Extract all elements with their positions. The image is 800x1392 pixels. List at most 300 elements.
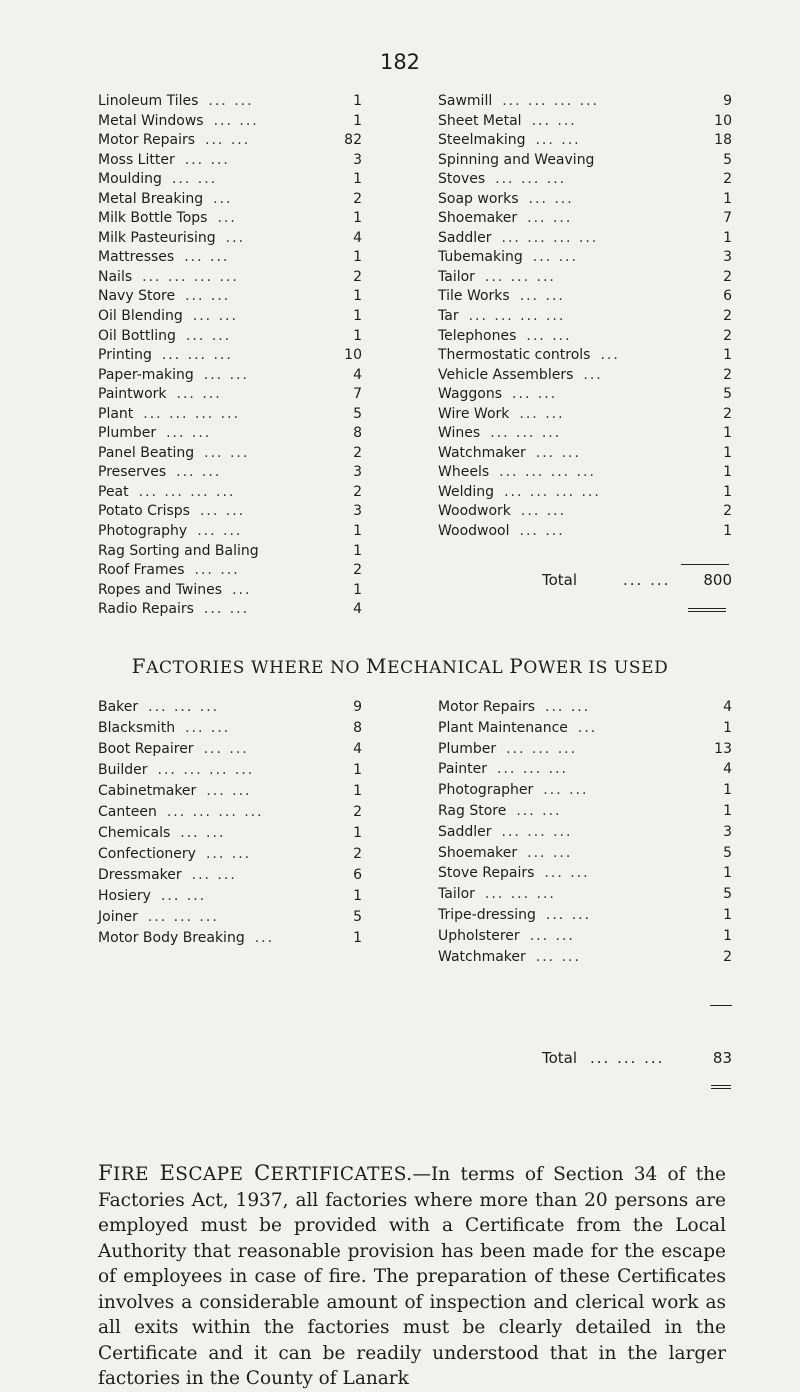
row-leader-dots: ... ... xyxy=(519,405,565,422)
row-value: 1 xyxy=(723,782,732,799)
row-value: 8 xyxy=(353,720,362,736)
row-value: 2 xyxy=(723,268,732,285)
row-value: 82 xyxy=(344,132,362,149)
table-row xyxy=(438,268,732,288)
row-label: Shoemaker xyxy=(438,210,518,227)
row-value: 9 xyxy=(723,93,732,109)
row-value: 1 xyxy=(353,308,362,325)
table-row xyxy=(98,581,362,601)
row-value: 2 xyxy=(353,483,362,500)
row-value: 3 xyxy=(723,249,732,266)
row-label: Tailor xyxy=(438,886,475,903)
row-label: Telephones xyxy=(438,327,517,344)
row-value: 1 xyxy=(723,865,732,882)
row-leader-dots: ... ... xyxy=(199,503,246,520)
row-value: 2 xyxy=(353,804,362,820)
row-value: 1 xyxy=(353,288,362,305)
table-row xyxy=(438,739,732,760)
row-value: 1 xyxy=(723,719,732,736)
table-row xyxy=(438,759,732,780)
row-label: Motor Repairs xyxy=(98,132,196,149)
table1-right-column xyxy=(438,92,732,542)
row-label: Tubemaking xyxy=(438,249,523,266)
table1-total-label: Total xyxy=(542,571,578,589)
row-label: Motor Body Breaking xyxy=(98,930,245,946)
row-label: Milk Bottle Tops xyxy=(98,210,208,227)
row-value: 2 xyxy=(723,366,732,383)
table-row xyxy=(438,385,732,405)
row-leader-dots: ... ... xyxy=(184,151,230,168)
row-value: 1 xyxy=(353,783,362,799)
row-leader-dots: ... ... xyxy=(544,865,590,882)
row-value: 1 xyxy=(353,112,362,129)
row-label: Chemicals xyxy=(98,825,171,841)
table-row xyxy=(438,905,732,926)
row-label: Joiner xyxy=(98,909,138,925)
table-row xyxy=(98,502,362,522)
table-row xyxy=(98,561,362,581)
table-row xyxy=(98,366,362,386)
table-row xyxy=(438,190,732,210)
row-leader-dots: ... ... xyxy=(203,366,249,383)
row-label: Roof Frames xyxy=(98,562,185,579)
row-label: Plumber xyxy=(438,740,497,757)
row-leader-dots: ... ... xyxy=(203,601,250,618)
table-row xyxy=(98,287,362,307)
table-row xyxy=(98,385,362,405)
row-leader-dots: ... xyxy=(583,366,603,383)
row-label: Nails xyxy=(98,268,133,285)
row-label: Tile Works xyxy=(438,288,510,305)
table-row xyxy=(438,229,732,249)
row-label: Photography xyxy=(98,523,188,540)
row-leader-dots: ... ... xyxy=(535,132,581,149)
row-label: Blacksmith xyxy=(98,720,176,736)
table-row xyxy=(438,483,732,503)
table-row xyxy=(98,346,362,366)
row-value: 1 xyxy=(353,542,362,559)
row-value: 2 xyxy=(723,405,732,422)
table-row xyxy=(98,92,362,112)
row-value: 8 xyxy=(353,425,362,442)
row-value: 1 xyxy=(353,93,362,109)
row-leader-dots: ... ... xyxy=(166,425,212,442)
row-leader-dots: ... ... xyxy=(205,132,251,149)
row-label: Wire Work xyxy=(438,405,510,422)
table-row xyxy=(98,248,362,268)
row-label: Motor Repairs xyxy=(438,699,536,715)
row-value: 2 xyxy=(723,503,732,520)
table-row xyxy=(438,780,732,801)
table-row xyxy=(438,151,732,171)
row-value: 1 xyxy=(353,249,362,266)
table-row xyxy=(98,229,362,249)
table-row xyxy=(98,131,362,151)
row-value: 1 xyxy=(353,327,362,344)
table-row xyxy=(438,405,732,425)
table-row xyxy=(98,600,362,620)
row-value: 1 xyxy=(723,190,732,207)
row-leader-dots: ... ... ... ... xyxy=(138,483,236,500)
row-leader-dots: ... ... xyxy=(535,444,581,461)
row-value: 1 xyxy=(723,425,732,442)
row-label: Oil Bottling xyxy=(98,327,176,344)
row-label: Cabinetmaker xyxy=(98,783,197,799)
table-row xyxy=(438,502,732,522)
table-row xyxy=(98,760,362,781)
row-value: 3 xyxy=(723,823,732,840)
row-value: 1 xyxy=(353,888,362,904)
row-value: 5 xyxy=(723,886,732,903)
row-value: 5 xyxy=(723,844,732,861)
row-label: Milk Pasteurising xyxy=(98,229,216,246)
row-label: Saddler xyxy=(438,823,492,840)
row-label: Mattresses xyxy=(98,249,175,266)
table2-total-dots: ... ... ... xyxy=(590,1049,665,1067)
row-label: Dressmaker xyxy=(98,867,182,883)
row-label: Painter xyxy=(438,761,488,778)
table-row xyxy=(438,248,732,268)
row-value: 2 xyxy=(353,268,362,285)
row-leader-dots: ... ... ... xyxy=(484,886,556,903)
table-row xyxy=(98,444,362,464)
table1-total-rule xyxy=(681,564,729,565)
row-leader-dots: ... xyxy=(254,930,275,946)
row-leader-dots: ... xyxy=(600,347,620,364)
table-row xyxy=(438,718,732,739)
row-leader-dots: ... ... xyxy=(528,190,574,207)
row-value: 1 xyxy=(353,523,362,540)
row-leader-dots: ... ... ... ... xyxy=(501,229,599,246)
row-value: 2 xyxy=(353,190,362,207)
row-leader-dots: ... ... ... ... xyxy=(502,93,599,109)
table-row xyxy=(98,424,362,444)
table2-total-row xyxy=(438,1049,732,1069)
row-value: 1 xyxy=(723,347,732,364)
table-row xyxy=(438,697,732,718)
table1-total-dots: ... ... xyxy=(623,571,671,589)
row-label: Confectionery xyxy=(98,846,196,862)
table-row xyxy=(98,170,362,190)
row-value: 5 xyxy=(723,151,732,168)
row-label: Wheels xyxy=(438,464,490,481)
table-row xyxy=(98,522,362,542)
table-row xyxy=(438,843,732,864)
row-leader-dots: ... ... xyxy=(205,846,252,862)
table-row xyxy=(98,209,362,229)
row-value: 7 xyxy=(723,210,732,227)
row-leader-dots: ... ... xyxy=(512,386,558,403)
row-label: Thermostatic controls xyxy=(438,347,591,364)
row-value: 1 xyxy=(353,210,362,227)
row-leader-dots: ... ... xyxy=(526,327,572,344)
table-row xyxy=(98,190,362,210)
table-row xyxy=(438,947,732,968)
row-label: Moss Litter xyxy=(98,151,175,168)
row-label: Sheet Metal xyxy=(438,112,522,129)
table-row xyxy=(438,463,732,483)
row-value: 2 xyxy=(723,327,732,344)
row-leader-dots: ... ... xyxy=(206,783,252,799)
row-value: 5 xyxy=(353,405,362,422)
table-row xyxy=(98,928,362,949)
row-leader-dots: ... ... xyxy=(185,327,232,344)
row-label: Oil Blending xyxy=(98,308,183,325)
row-leader-dots: ... ... ... ... xyxy=(468,308,566,325)
table2-right-column xyxy=(438,697,732,967)
row-leader-dots: ... ... xyxy=(545,906,592,923)
row-value: 13 xyxy=(714,740,732,757)
table-row xyxy=(438,926,732,947)
row-label: Shoemaker xyxy=(438,844,518,861)
row-leader-dots: ... ... xyxy=(535,948,581,965)
row-leader-dots: ... ... ... xyxy=(501,823,573,840)
row-leader-dots: ... ... xyxy=(160,888,207,904)
row-label: Linoleum Tiles xyxy=(98,93,199,109)
row-value: 1 xyxy=(353,171,362,188)
row-leader-dots: ... xyxy=(225,229,246,246)
row-leader-dots: ... ... ... xyxy=(484,268,556,285)
row-label: Canteen xyxy=(98,804,157,820)
row-leader-dots: ... ... ... ... xyxy=(166,804,264,820)
row-label: Tripe-dressing xyxy=(438,906,536,923)
row-leader-dots: ... ... xyxy=(208,93,254,109)
row-label: Plant xyxy=(98,405,134,422)
row-leader-dots: ... ... xyxy=(180,825,226,841)
row-value: 6 xyxy=(723,288,732,305)
row-leader-dots: ... ... xyxy=(191,867,237,883)
table-row xyxy=(98,327,362,347)
table-row xyxy=(438,801,732,822)
table-row xyxy=(438,112,732,132)
row-label: Metal Breaking xyxy=(98,190,204,207)
row-leader-dots: ... ... xyxy=(529,927,575,944)
table-row xyxy=(438,444,732,464)
row-value: 2 xyxy=(723,171,732,188)
row-leader-dots: ... ... xyxy=(516,802,562,819)
row-label: Waggons xyxy=(438,386,503,403)
row-leader-dots: ... ... xyxy=(532,249,578,266)
row-label: Stove Repairs xyxy=(438,865,535,882)
row-value: 1 xyxy=(723,229,732,246)
row-value: 5 xyxy=(353,909,362,925)
row-value: 1 xyxy=(723,802,732,819)
row-label: Woodwool xyxy=(438,523,510,540)
table-row xyxy=(98,886,362,907)
table-row xyxy=(438,131,732,151)
table-row xyxy=(438,366,732,386)
table-row xyxy=(438,863,732,884)
table1-total-row xyxy=(438,571,732,591)
row-value: 1 xyxy=(723,906,732,923)
row-label: Saddler xyxy=(438,229,492,246)
row-label: Ropes and Twines xyxy=(98,581,223,598)
table-row xyxy=(98,907,362,928)
row-value: 6 xyxy=(353,867,362,883)
row-label: Soap works xyxy=(438,190,519,207)
table-row xyxy=(438,209,732,229)
table-row xyxy=(438,307,732,327)
row-value: 9 xyxy=(353,699,362,715)
row-leader-dots: ... ... xyxy=(520,503,567,520)
row-label: Photographer xyxy=(438,782,534,799)
row-value: 18 xyxy=(714,132,732,149)
row-leader-dots: ... ... xyxy=(171,171,218,188)
row-leader-dots: ... ... xyxy=(519,288,565,305)
row-leader-dots: ... ... ... ... xyxy=(499,464,596,481)
row-value: 5 xyxy=(723,386,732,403)
row-label: Watchmaker xyxy=(438,444,526,461)
row-label: Spinning and Weaving xyxy=(438,151,595,168)
paragraph-title: FIRE ESCAPE CERTIFICATES. xyxy=(98,1161,413,1185)
row-leader-dots: ... ... ... ... xyxy=(157,762,255,778)
table-row xyxy=(438,170,732,190)
row-leader-dots: ... ... xyxy=(194,562,240,579)
row-leader-dots: ... xyxy=(217,210,237,227)
row-leader-dots: ... ... xyxy=(176,464,222,481)
table-row xyxy=(98,844,362,865)
table1-left-column xyxy=(98,92,362,620)
row-value: 2 xyxy=(353,444,362,461)
row-leader-dots: ... xyxy=(213,190,233,207)
row-leader-dots: ... ... ... ... xyxy=(142,268,239,285)
row-value: 4 xyxy=(723,761,732,778)
row-value: 1 xyxy=(353,930,362,946)
table-row xyxy=(98,268,362,288)
row-label: Boot Repairer xyxy=(98,741,194,757)
row-label: Plumber xyxy=(98,425,157,442)
row-leader-dots: ... ... ... xyxy=(490,425,562,442)
table-row xyxy=(438,287,732,307)
table-row xyxy=(98,781,362,802)
row-leader-dots: ... ... ... xyxy=(148,699,220,715)
table-row xyxy=(98,405,362,425)
row-label: Paintwork xyxy=(98,386,167,403)
table-row xyxy=(98,823,362,844)
row-value: 3 xyxy=(353,464,362,481)
row-leader-dots: ... ... xyxy=(543,782,589,799)
row-label: Potato Crisps xyxy=(98,503,190,520)
table2-left-column xyxy=(98,697,362,949)
row-value: 1 xyxy=(723,483,732,500)
row-leader-dots: ... ... xyxy=(213,112,259,129)
table-row xyxy=(98,307,362,327)
row-value: 4 xyxy=(353,229,362,246)
fire-escape-paragraph xyxy=(98,1161,726,1392)
table-row xyxy=(98,865,362,886)
row-leader-dots: ... ... ... ... xyxy=(143,405,241,422)
row-label: Hosiery xyxy=(98,888,151,904)
row-leader-dots: ... xyxy=(577,719,598,736)
table-row xyxy=(98,112,362,132)
row-value: 10 xyxy=(344,347,362,364)
row-value: 3 xyxy=(353,151,362,168)
row-label: Steelmaking xyxy=(438,132,526,149)
row-label: Rag Store xyxy=(438,802,507,819)
row-leader-dots: ... ... ... xyxy=(506,740,578,757)
row-label: Moulding xyxy=(98,171,162,188)
paragraph-body: —In terms of Section 34 of the Factories Act, 1937, all factories where more than 20 persons are employed must be provided with a Certificate from the Local Authority that reasonable provision has been made for the escape of employees in case of fire. The preparation of these Certificates involves a considerable amount of inspection and clerical work as all exits within the factories must be clearly detailed in the Certificate and it can be readily understood that in the larger factories in the County of Lanark xyxy=(98,1164,727,1389)
row-label: Watchmaker xyxy=(438,948,526,965)
table-row xyxy=(438,424,732,444)
row-label: Woodwork xyxy=(438,503,511,520)
row-value: 4 xyxy=(353,741,362,757)
row-value: 1 xyxy=(353,762,362,778)
table-row xyxy=(438,92,732,112)
table-row xyxy=(438,346,732,366)
row-leader-dots: ... ... xyxy=(176,386,222,403)
row-value: 1 xyxy=(723,523,732,540)
row-leader-dots: ... ... ... xyxy=(161,347,233,364)
row-value: 2 xyxy=(353,562,362,579)
row-value: 2 xyxy=(353,846,362,862)
row-label: Tailor xyxy=(438,268,475,285)
row-leader-dots: ... ... xyxy=(204,444,250,461)
row-value: 3 xyxy=(353,503,362,520)
row-leader-dots: ... ... ... xyxy=(497,761,568,778)
row-label: Sawmill xyxy=(438,93,493,109)
page-number: 182 xyxy=(379,50,421,74)
row-label: Panel Beating xyxy=(98,444,195,461)
row-value: 7 xyxy=(353,386,362,403)
row-leader-dots: ... ... xyxy=(527,210,573,227)
row-value: 4 xyxy=(353,601,362,618)
row-label: Upholsterer xyxy=(438,927,520,944)
row-label: Tar xyxy=(438,308,459,325)
row-leader-dots: ... ... xyxy=(197,523,243,540)
row-label: Preserves xyxy=(98,464,167,481)
row-leader-dots: ... ... ... xyxy=(495,171,567,188)
row-value: 4 xyxy=(723,699,732,715)
table2-total-double-rule xyxy=(711,1085,731,1089)
table-row xyxy=(98,718,362,739)
row-value: 1 xyxy=(723,927,732,944)
row-label: Stoves xyxy=(438,171,486,188)
row-leader-dots: ... xyxy=(232,581,252,598)
row-leader-dots: ... ... xyxy=(519,523,565,540)
row-label: Welding xyxy=(438,483,495,500)
table-row xyxy=(438,522,732,542)
table-row xyxy=(438,884,732,905)
row-label: Navy Store xyxy=(98,288,176,305)
row-value: 1 xyxy=(723,444,732,461)
table-row xyxy=(98,463,362,483)
row-label: Printing xyxy=(98,347,152,364)
table2-total-rule xyxy=(710,1005,732,1006)
row-leader-dots: ... ... xyxy=(185,288,231,305)
row-value: 2 xyxy=(723,308,732,325)
row-label: Radio Repairs xyxy=(98,601,194,618)
row-leader-dots: ... ... xyxy=(203,741,249,757)
table-row xyxy=(98,151,362,171)
row-label: Peat xyxy=(98,483,129,500)
row-label: Rag Sorting and Baling xyxy=(98,542,259,559)
row-leader-dots: ... ... xyxy=(545,699,591,715)
table1-total-double-rule xyxy=(688,608,726,612)
row-value: 2 xyxy=(723,948,732,965)
row-value: 1 xyxy=(353,825,362,841)
section-heading: FACTORIES WHERE NO MECHANICAL POWER IS USED xyxy=(131,654,669,678)
row-leader-dots: ... ... xyxy=(185,720,231,736)
table-row xyxy=(438,327,732,347)
table-row xyxy=(438,822,732,843)
row-label: Vehicle Assemblers xyxy=(438,366,574,383)
row-leader-dots: ... ... xyxy=(531,112,577,129)
row-label: Wines xyxy=(438,425,481,442)
row-value: 1 xyxy=(353,581,362,598)
row-value: 1 xyxy=(723,464,732,481)
row-label: Paper-making xyxy=(98,366,194,383)
